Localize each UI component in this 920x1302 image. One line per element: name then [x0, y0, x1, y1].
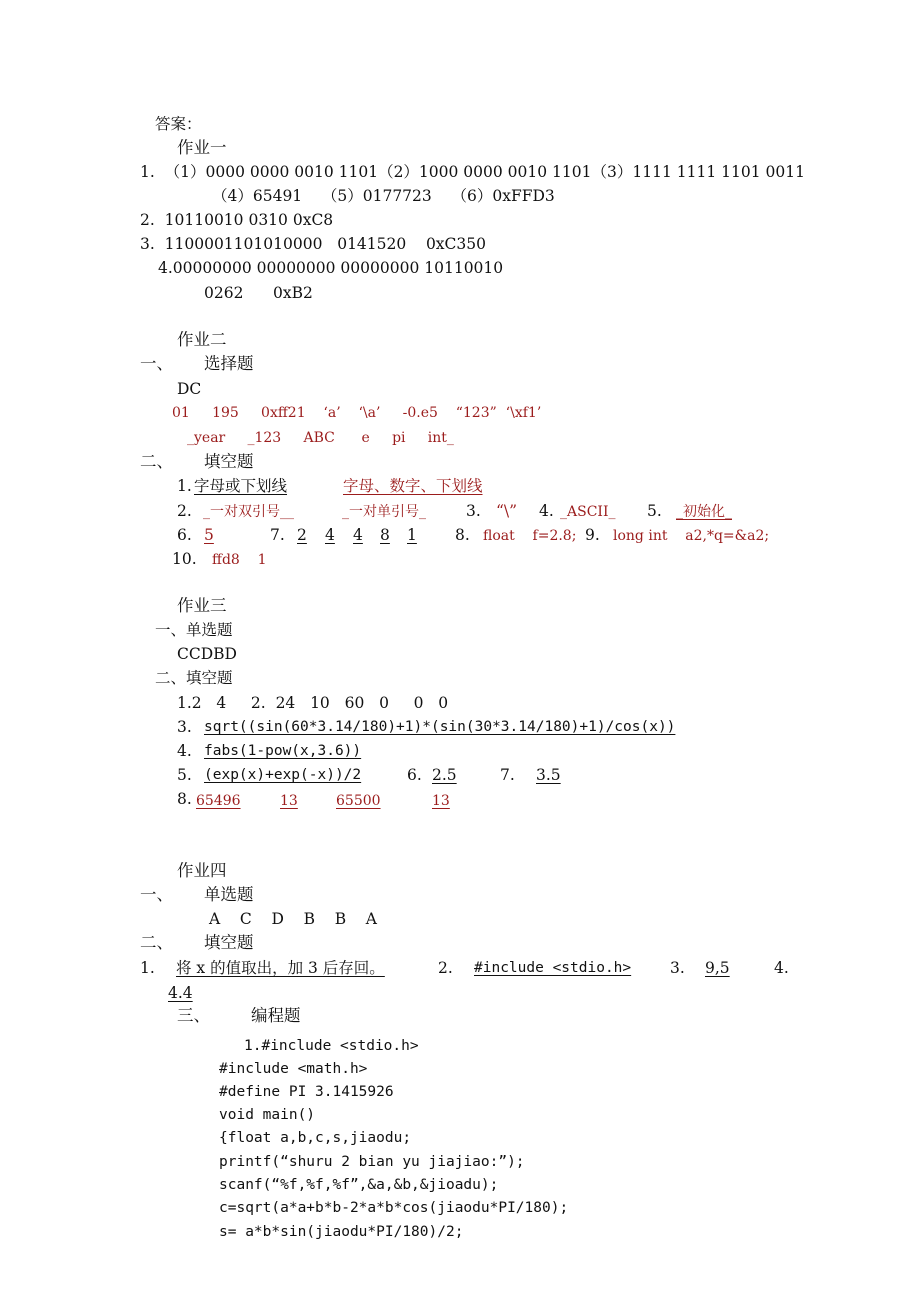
code-line-5: {float a,b,c,s,jiaodu;	[219, 1130, 412, 1146]
hw1-q1-line1: 1. （1）0000 0000 0010 1101（2）1000 0000 0010 1101（3）1111 1111 1101 0011	[140, 163, 805, 181]
hw1-title: 作业一	[177, 138, 227, 157]
hw2-constants-line: 01 195 0xff21 ‘a’ ‘\a’ -0.e5 “123” ‘\xf1’	[172, 405, 542, 421]
hw4-sec1-num: 一、	[140, 885, 173, 904]
hw3-l5-num: 8.	[177, 790, 192, 808]
hw1-q4-line2: 0262 0xB2	[204, 284, 313, 302]
hw4-f3-num: 3.	[670, 959, 685, 977]
hw2-f8-num: 8.	[455, 526, 470, 544]
hw3-choice-answer: CCDBD	[177, 645, 237, 663]
hw2-sec2-title: 填空题	[204, 452, 254, 471]
hw3-l5-answer-3: 65500	[336, 793, 381, 809]
hw4-choice-answer: A C D B B A	[209, 910, 377, 928]
hw2-f3-num: 3.	[466, 502, 481, 520]
hw2-f7-answer-1: 2	[297, 526, 307, 544]
hw2-f10-num: 10.	[172, 550, 197, 568]
hw4-f3-answer: 9,5	[705, 959, 730, 977]
hw4-f4-num: 4.	[774, 959, 789, 977]
hw4-f1-num: 1.	[140, 959, 155, 977]
hw2-f7-answer-5: 1	[407, 526, 417, 544]
hw3-title: 作业三	[177, 596, 227, 615]
hw2-sec1-num: 一、	[140, 354, 173, 373]
code-line-1: 1.#include <stdio.h>	[244, 1038, 419, 1054]
hw2-f6-num: 6.	[177, 526, 192, 544]
hw3-line1: 1.2 4 2. 24 10 60 0 0 0	[177, 694, 449, 712]
hw3-sec1: 一、单选题	[155, 621, 233, 639]
hw2-f10-answer: ffd8 1	[212, 552, 267, 568]
hw1-q3: 3. 1100001101010000 0141520 0xC350	[140, 235, 486, 253]
hw2-f3-answer: “\”	[496, 502, 518, 520]
hw2-f2-num: 2.	[177, 502, 192, 520]
hw2-sec2-num: 二、	[140, 452, 173, 471]
hw3-l5-answer-1: 65496	[196, 793, 241, 809]
hw2-f9-answer: long int a2,*q=&a2;	[613, 528, 770, 544]
hw2-choice-answer: DC	[177, 380, 202, 398]
code-line-7: scanf(“%f,%f,%f”,&a,&b,&jioadu);	[219, 1177, 499, 1193]
hw2-f5-num: 5.	[647, 502, 662, 520]
hw3-l4-b-num: 6.	[407, 766, 422, 784]
code-line-2: #include <math.h>	[219, 1061, 368, 1077]
answer-label: 答案：	[155, 115, 202, 133]
hw4-title: 作业四	[177, 861, 227, 880]
hw2-f1-answer-b: 字母、数字、下划线	[343, 477, 483, 495]
hw2-f8-answer: float f=2.8;	[483, 528, 577, 544]
hw3-l4-c-num: 7.	[500, 766, 515, 784]
hw3-l4-b-answer: 2.5	[432, 766, 457, 784]
hw3-l4-num: 5.	[177, 766, 192, 784]
hw3-l2-num: 3.	[177, 718, 192, 736]
hw2-f7-answer-2: 4	[325, 526, 335, 544]
hw2-sec1-title: 选择题	[204, 354, 254, 373]
hw1-q2: 2. 10110010 0310 0xC8	[140, 211, 334, 229]
hw4-f1-answer: 将 x 的值取出，加 3 后存回。	[176, 959, 385, 977]
hw4-sec1-title: 单选题	[204, 885, 254, 904]
hw4-f2-answer: #include <stdio.h>	[474, 960, 632, 976]
code-line-3: #define PI 3.1415926	[219, 1084, 394, 1100]
hw4-f2-num: 2.	[438, 959, 453, 977]
hw2-f9-num: 9.	[585, 526, 600, 544]
hw4-sec2-num: 二、	[140, 933, 173, 952]
hw3-l2-answer: sqrt((sin(60*3.14/180)+1)*(sin(30*3.14/180)+1)/cos(x))	[204, 719, 676, 735]
hw4-f4-answer: 4.4	[168, 984, 193, 1002]
hw2-f1-num: 1.	[177, 477, 192, 495]
hw2-f6-answer: 5	[204, 526, 214, 544]
hw2-f5-answer: _初始化_	[676, 504, 732, 520]
hw4-sec2-title: 填空题	[204, 933, 254, 952]
hw2-f4-answer: _ASCII_	[560, 504, 616, 520]
hw1-q1-line2: （4）65491 （5）0177723 （6）0xFFD3	[212, 187, 555, 205]
hw3-l3-answer: fabs(1-pow(x,3.6))	[204, 743, 362, 759]
code-line-4: void main()	[219, 1107, 316, 1123]
hw2-identifiers-line: _year _123 ABC e pi int_	[187, 430, 454, 446]
hw4-sec3-num: 三、	[177, 1006, 210, 1025]
code-line-9: s= a*b*sin(jiaodu*PI/180)/2;	[219, 1224, 464, 1240]
hw2-f7-num: 7.	[270, 526, 285, 544]
code-line-6: printf(“shuru 2 bian yu jiajiao:”);	[219, 1154, 525, 1170]
hw2-f4-num: 4.	[539, 502, 554, 520]
hw3-l4-answer: (exp(x)+exp(-x))/2	[204, 767, 362, 783]
hw1-q4-line1: 4.00000000 00000000 00000000 10110010	[158, 259, 504, 277]
code-line-8: c=sqrt(a*a+b*b-2*a*b*cos(jiaodu*PI/180);	[219, 1200, 569, 1216]
hw3-l5-answer-2: 13	[280, 793, 298, 809]
hw2-f2-answer-a: _一对双引号__	[203, 504, 294, 520]
hw4-sec3-title: 编程题	[251, 1006, 301, 1025]
hw2-f7-answer-4: 8	[380, 526, 390, 544]
hw2-f1-answer-a: 字母或下划线	[194, 477, 288, 495]
hw3-l4-c-answer: 3.5	[536, 766, 561, 784]
hw2-f2-answer-b: _一对单引号_	[342, 504, 426, 520]
hw2-f7-answer-3: 4	[353, 526, 363, 544]
hw3-l3-num: 4.	[177, 742, 192, 760]
hw3-sec2: 二、填空题	[155, 669, 233, 687]
hw3-l5-answer-4: 13	[432, 793, 450, 809]
hw2-title: 作业二	[177, 330, 227, 349]
